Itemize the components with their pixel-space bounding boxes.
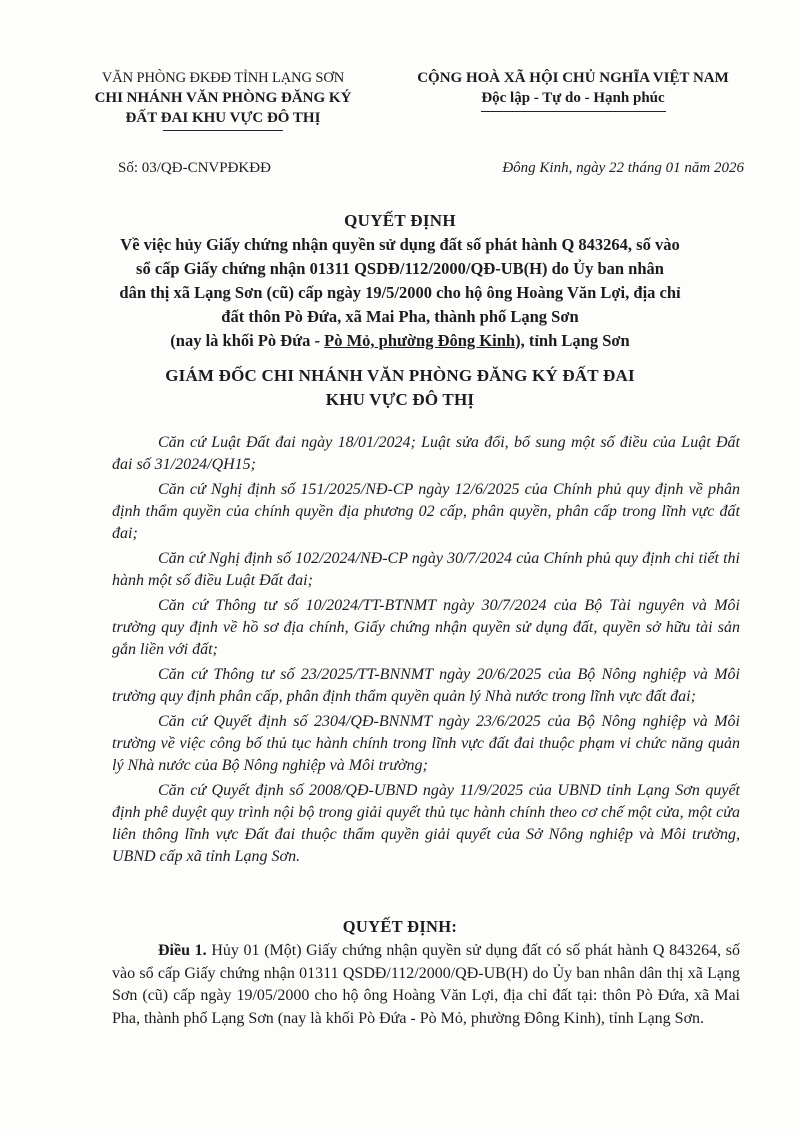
legal-basis-item: Căn cứ Quyết định số 2304/QĐ-BNNMT ngày 23/6/2025 của Bộ Nông nghiệp và Môi trường về việc công bố thủ tục hành chính trong lĩnh vực đất đai thuộc phạm vi chức năng quản lý Nhà nước của Bộ Nông nghiệp và Môi trường; — [112, 713, 740, 774]
parent-agency-name: VĂN PHÒNG ĐKĐĐ TỈNH LẠNG SƠN — [101, 70, 345, 86]
subject-line: dân thị xã Lạng Sơn (cũ) cấp ngày 19/5/2000 cho hộ ông Hoàng Văn Lợi, địa chỉ — [119, 283, 681, 302]
legal-basis-item: Căn cứ Thông tư số 10/2024/TT-BTNMT ngày 30/7/2024 của Bộ Tài nguyên và Môi trường quy định về hồ sơ địa chính, Giấy chứng nhận quyền sử dụng đất, quyền sở hữu tài sản gắn liền với đất; — [112, 597, 740, 658]
subject-text: (nay là khối Pò Đứa - — [170, 331, 325, 350]
subject-underlined-text: Pò Mỏ, phường Đông Kinh — [324, 331, 516, 350]
issuing-agency-header — [88, 68, 358, 131]
document-title-block — [60, 209, 740, 353]
article-1-text: Hủy 01 (Một) Giấy chứng nhận quyền sử dụng đất có số phát hành Q 843264, số vào sổ cấp Giấy chứng nhận 01311 QSDĐ/112/2000/QĐ-UB(H) do Ủy ban nhân dân thị xã Lạng Sơn (cũ) cấp ngày 19/05/2000 cho hộ ông Hoàng Văn Lợi, địa chỉ đất tại: thôn Pò Đứa, xã Mai Pha, thành phố Lạng Sơn (nay là khối Pò Đứa - Pò Mỏ, phường Đông Kinh), tỉnh Lạng Sơn. — [112, 942, 741, 1027]
legal-basis-item: Căn cứ Nghị định số 102/2024/NĐ-CP ngày 30/7/2024 của Chính phủ quy định chi tiết thi hành một số điều Luật Đất đai; — [112, 550, 740, 589]
agency-name-line1: CHI NHÁNH VĂN PHÒNG ĐĂNG KÝ — [94, 90, 352, 106]
national-motto: Độc lập - Tự do - Hạnh phúc — [481, 90, 665, 106]
subject-line-last — [60, 329, 740, 353]
legal-basis-item: Căn cứ Quyết định số 2008/QĐ-UBND ngày 11/9/2025 của UBND tỉnh Lạng Sơn quyết định phê duyệt quy trình nội bộ trong giải quyết thủ tục hành chính theo cơ chế một cửa, một cửa liên thông lĩnh vực Đất đai thuộc thẩm quyền giải quyết của Sở Nông nghiệp và Môi trường, UBND cấp xã tỉnh Lạng Sơn. — [112, 782, 740, 865]
legal-basis-item: Căn cứ Nghị định số 151/2025/NĐ-CP ngày 12/6/2025 của Chính phủ quy định về phân định thẩm quyền của chính quyền địa phương 02 cấp, phân quyền, phân cấp trong lĩnh vực đất đai; — [112, 481, 740, 542]
legal-basis-item: Căn cứ Luật Đất đai ngày 18/01/2024; Luật sửa đổi, bổ sung một số điều của Luật Đất đai số 31/2024/QH15; — [112, 434, 740, 473]
legal-basis-item: Căn cứ Thông tư số 23/2025/TT-BNNMT ngày 20/6/2025 của Bộ Nông nghiệp và Môi trường quy định phân cấp, phân định thẩm quyền quản lý Nhà nước trong lĩnh vực đất đai; — [112, 666, 740, 705]
motto-underline — [481, 111, 666, 112]
agency-name-line2: ĐẤT ĐAI KHU VỰC ĐÔ THỊ — [125, 110, 321, 126]
subject-line: Về việc hủy Giấy chứng nhận quyền sử dụng đất số phát hành Q 843264, số vào — [120, 235, 680, 254]
authority-line1: GIÁM ĐỐC CHI NHÁNH VĂN PHÒNG ĐĂNG KÝ ĐẤT ĐAI — [165, 366, 635, 385]
article-1 — [112, 940, 740, 1030]
subject-line: sổ cấp Giấy chứng nhận 01311 QSDĐ/112/2000/QĐ-UB(H) do Ủy ban nhân — [136, 259, 664, 278]
article-1-label: Điều 1. — [158, 942, 207, 959]
document-number: Số: 03/QĐ-CNVPĐKĐĐ — [118, 160, 271, 176]
country-name: CỘNG HOÀ XÃ HỘI CHỦ NGHĨA VIỆT NAM — [417, 70, 729, 86]
decision-heading: QUYẾT ĐỊNH: — [342, 917, 458, 936]
subject-line: đất thôn Pò Đứa, xã Mai Pha, thành phố Lạng Sơn — [221, 307, 579, 326]
article-1-paragraph — [112, 940, 740, 1030]
authority-line2: KHU VỰC ĐÔ THỊ — [325, 390, 475, 409]
subject-text: ), tỉnh Lạng Sơn — [515, 331, 630, 350]
national-motto-header — [403, 68, 743, 112]
legal-basis-section — [112, 432, 740, 871]
agency-underline — [163, 130, 283, 131]
document-title: QUYẾT ĐỊNH — [344, 211, 456, 230]
document-date: Đông Kinh, ngày 22 tháng 01 năm 2026 — [502, 160, 744, 176]
issuing-authority — [60, 364, 740, 412]
